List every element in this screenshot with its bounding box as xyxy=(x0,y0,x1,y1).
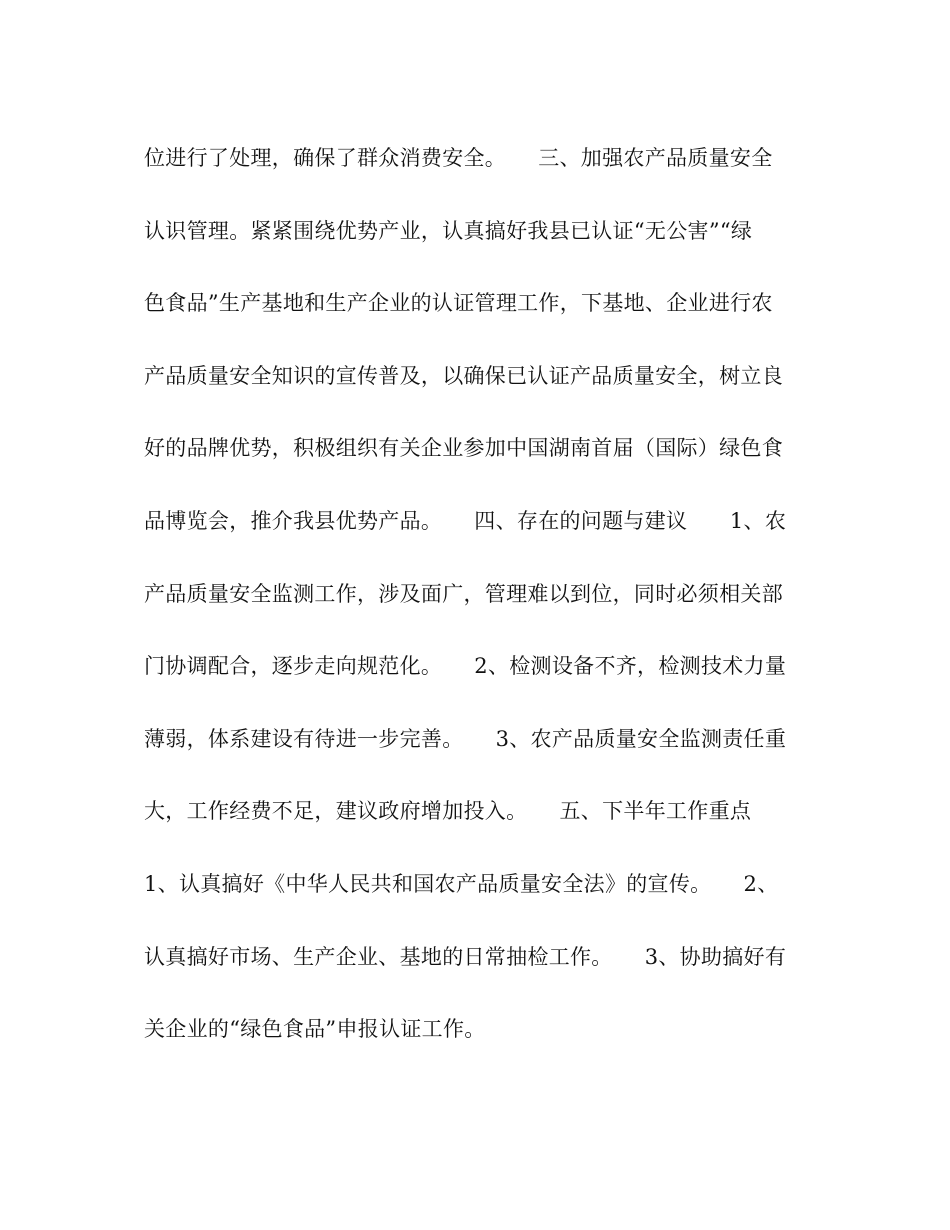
text-line: 关企业的“绿色食品”申报认证工作。 xyxy=(144,1017,486,1042)
text-line: 薄弱，体系建设有待进一步完善。 3、农产品质量安全监测责任重 xyxy=(144,726,787,751)
text-line: 门协调配合，逐步走向规范化。 2、检测设备不齐，检测技术力量 xyxy=(144,654,787,679)
text-line: 产品质量安全知识的宣传普及，以确保已认证产品质量安全，树立良 xyxy=(144,363,783,388)
text-line: 位进行了处理，确保了群众消费安全。 三、加强农产品质量安全 xyxy=(144,146,773,170)
text-line: 认识管理。紧紧围绕优势产业，认真搞好我县已认证“无公害”“绿 xyxy=(144,218,753,243)
text-line: 色食品”生产基地和生产企业的认证管理工作，下基地、企业进行农 xyxy=(144,291,773,316)
text-line: 产品质量安全监测工作，涉及面广，管理难以到位，同时必须相关部 xyxy=(144,581,783,606)
text-line: 认真搞好市场、生产企业、基地的日常抽检工作。 3、协助搞好有 xyxy=(144,944,787,969)
text-line: 好的品牌优势，积极组织有关企业参加中国湖南首届（国际）绿色食 xyxy=(144,436,783,461)
text-line: 1、认真搞好《中华人民共和国农产品质量安全法》的宣传。 2、 xyxy=(144,871,779,896)
text-line: 大，工作经费不足，建议政府增加投入。 五、下半年工作重点 xyxy=(144,799,752,824)
body-text xyxy=(144,140,824,1084)
text-line: 品博览会，推介我县优势产品。 四、存在的问题与建议 1、农 xyxy=(144,508,787,533)
